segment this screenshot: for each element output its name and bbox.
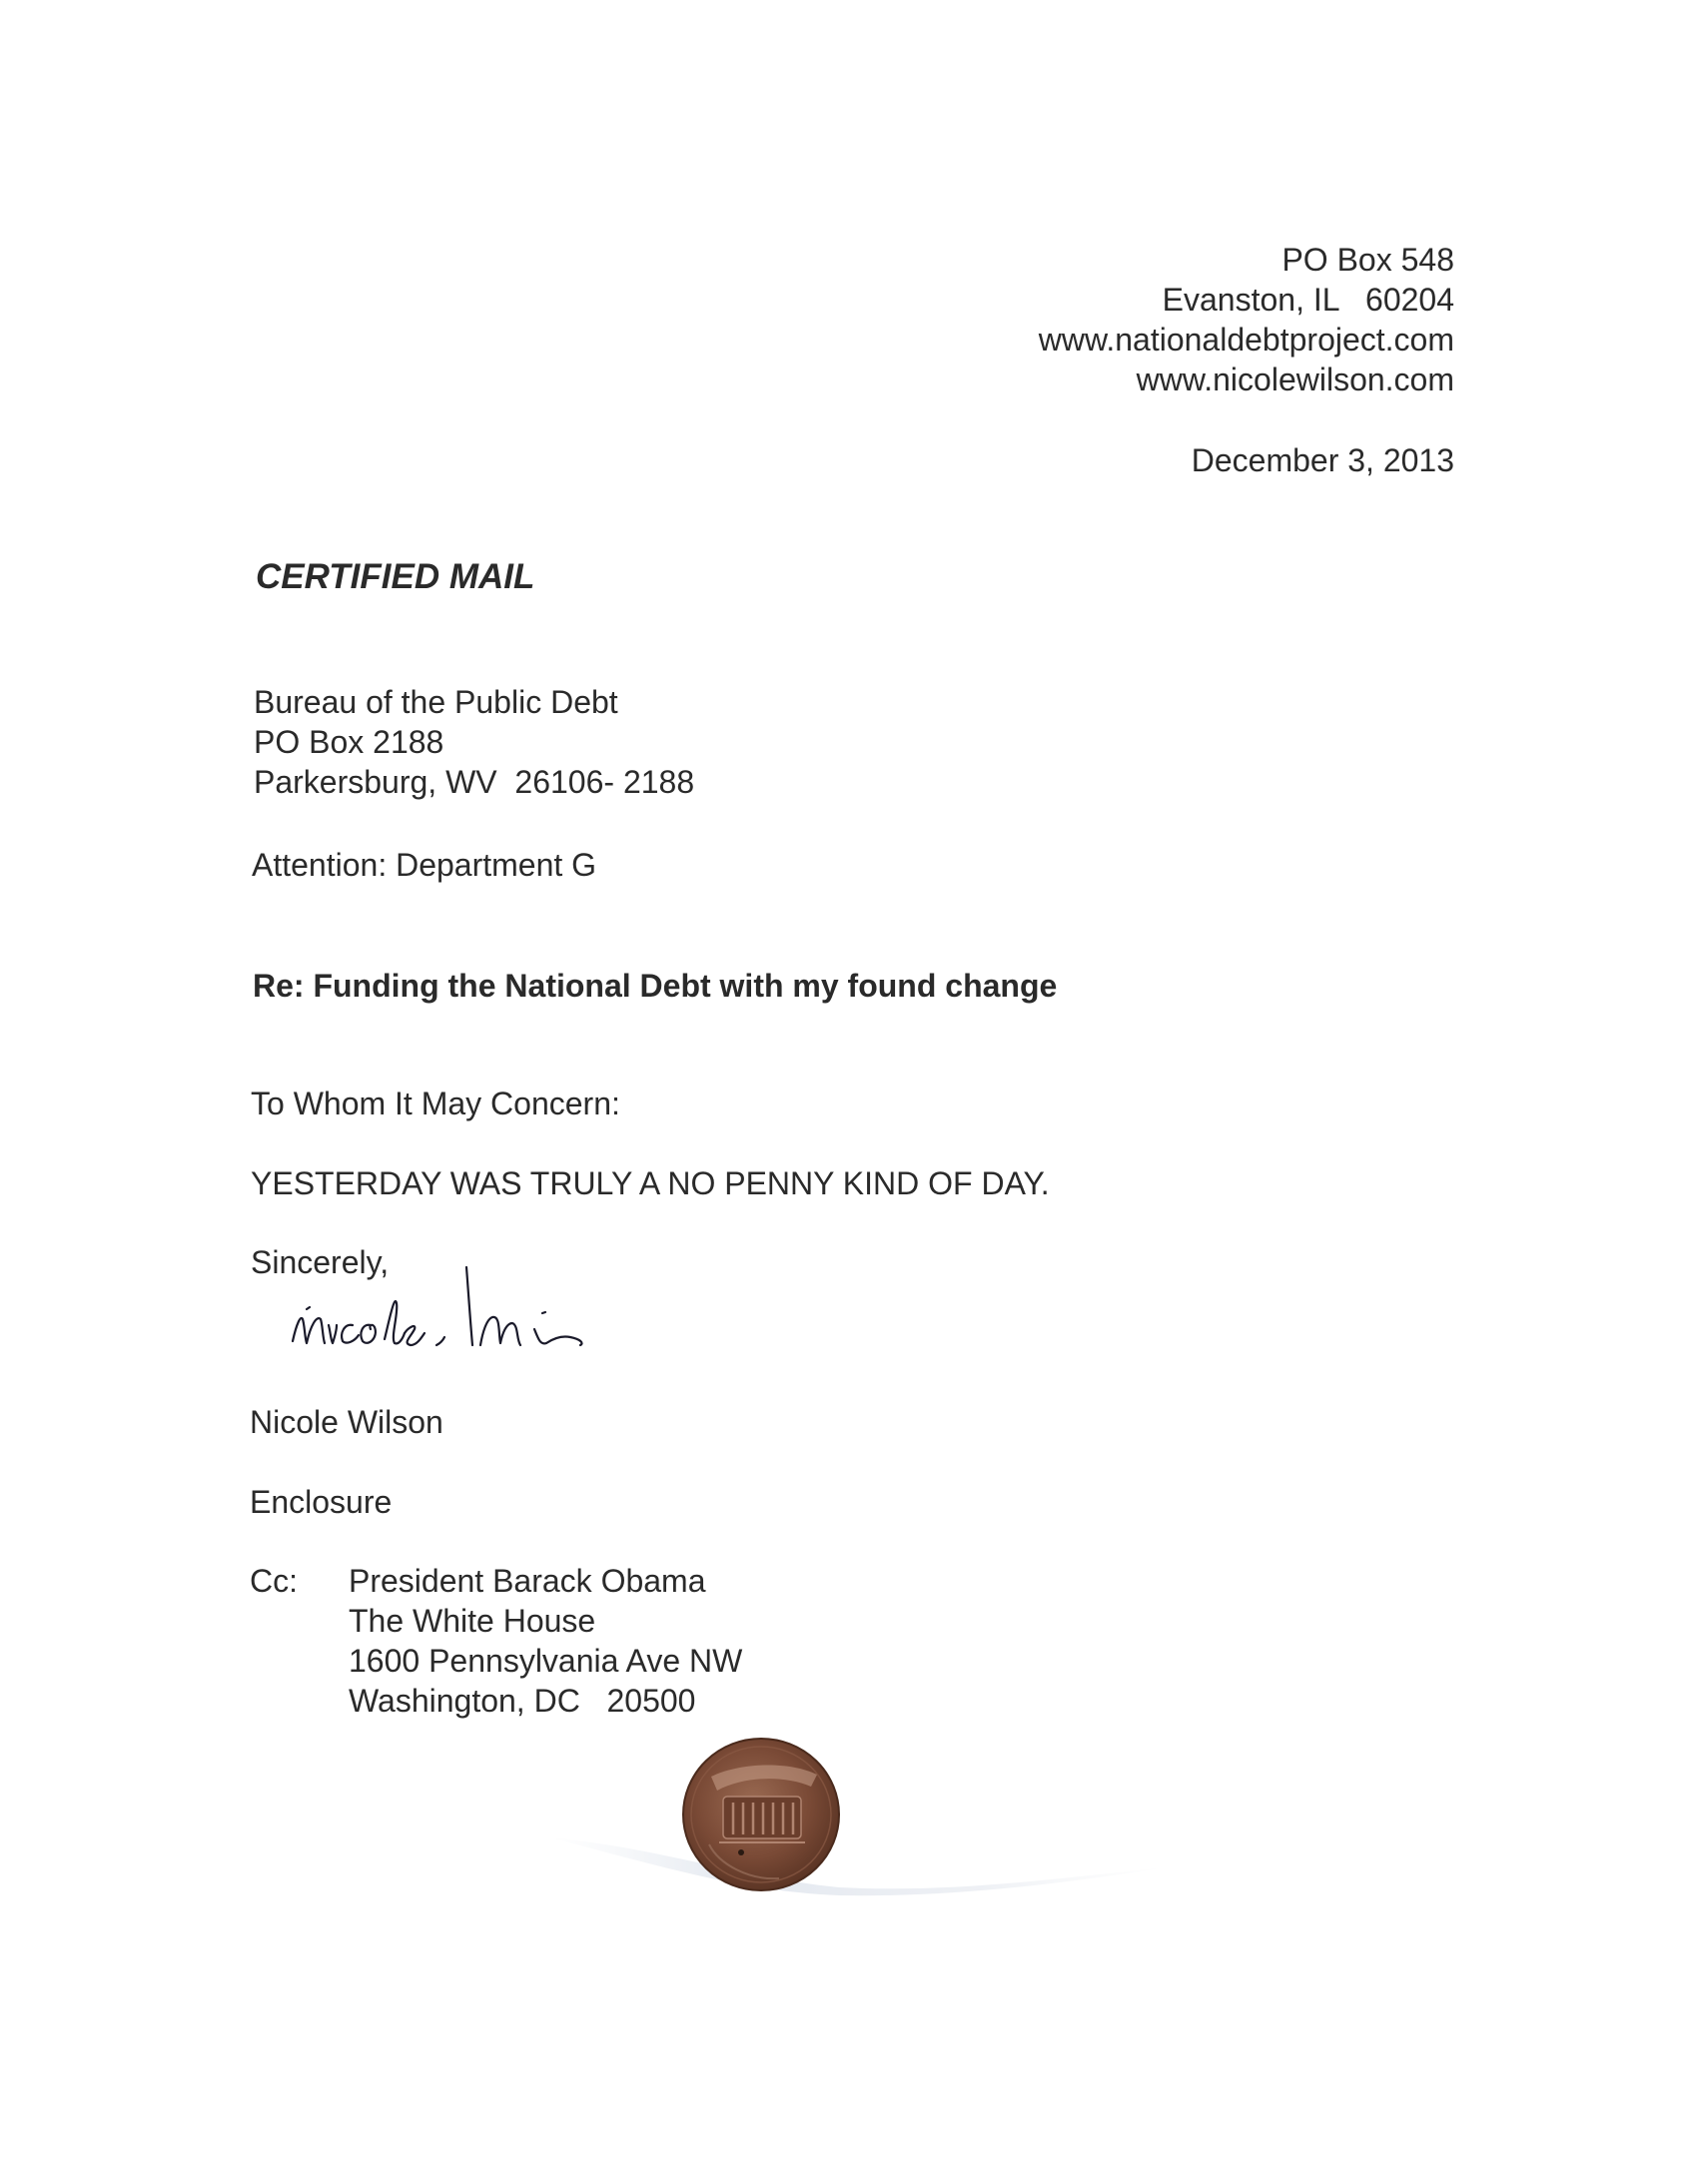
letter-body: YESTERDAY WAS TRULY A NO PENNY KIND OF DAY. [251, 1165, 1050, 1201]
cc-line2: The White House [349, 1603, 596, 1639]
cc-line4: Washington, DC 20500 [349, 1683, 696, 1719]
salutation: To Whom It May Concern: [251, 1086, 620, 1121]
handwritten-signature [285, 1253, 684, 1363]
enclosure-label: Enclosure [250, 1484, 393, 1520]
recipient-line2: PO Box 2188 [254, 724, 444, 760]
sender-address-line1: PO Box 548 [1281, 242, 1454, 278]
certified-mail-label: CERTIFIED MAIL [256, 557, 535, 596]
letter-date: December 3, 2013 [1191, 442, 1454, 478]
cc-address-block [349, 1561, 742, 1721]
sender-address-block [1039, 240, 1454, 399]
sender-address-line2: Evanston, IL 60204 [1162, 282, 1454, 318]
sender-name: Nicole Wilson [250, 1404, 443, 1440]
paper-shadow [539, 1818, 1179, 1897]
recipient-address-block [254, 682, 694, 802]
sender-website-2: www.nicolewilson.com [1136, 362, 1454, 397]
cc-label: Cc: [250, 1563, 298, 1599]
sender-website-1: www.nationaldebtproject.com [1038, 322, 1454, 358]
penny-coin-image [679, 1735, 844, 1894]
recipient-line3: Parkersburg, WV 26106- 2188 [254, 764, 695, 800]
subject-line: Re: Funding the National Debt with my found change [253, 968, 1058, 1004]
attention-line: Attention: Department G [252, 847, 597, 883]
cc-line1: President Barack Obama [349, 1563, 706, 1599]
cc-line3: 1600 Pennsylvania Ave NW [349, 1643, 743, 1679]
closing: Sincerely, [251, 1244, 390, 1280]
recipient-line1: Bureau of the Public Debt [254, 684, 618, 720]
